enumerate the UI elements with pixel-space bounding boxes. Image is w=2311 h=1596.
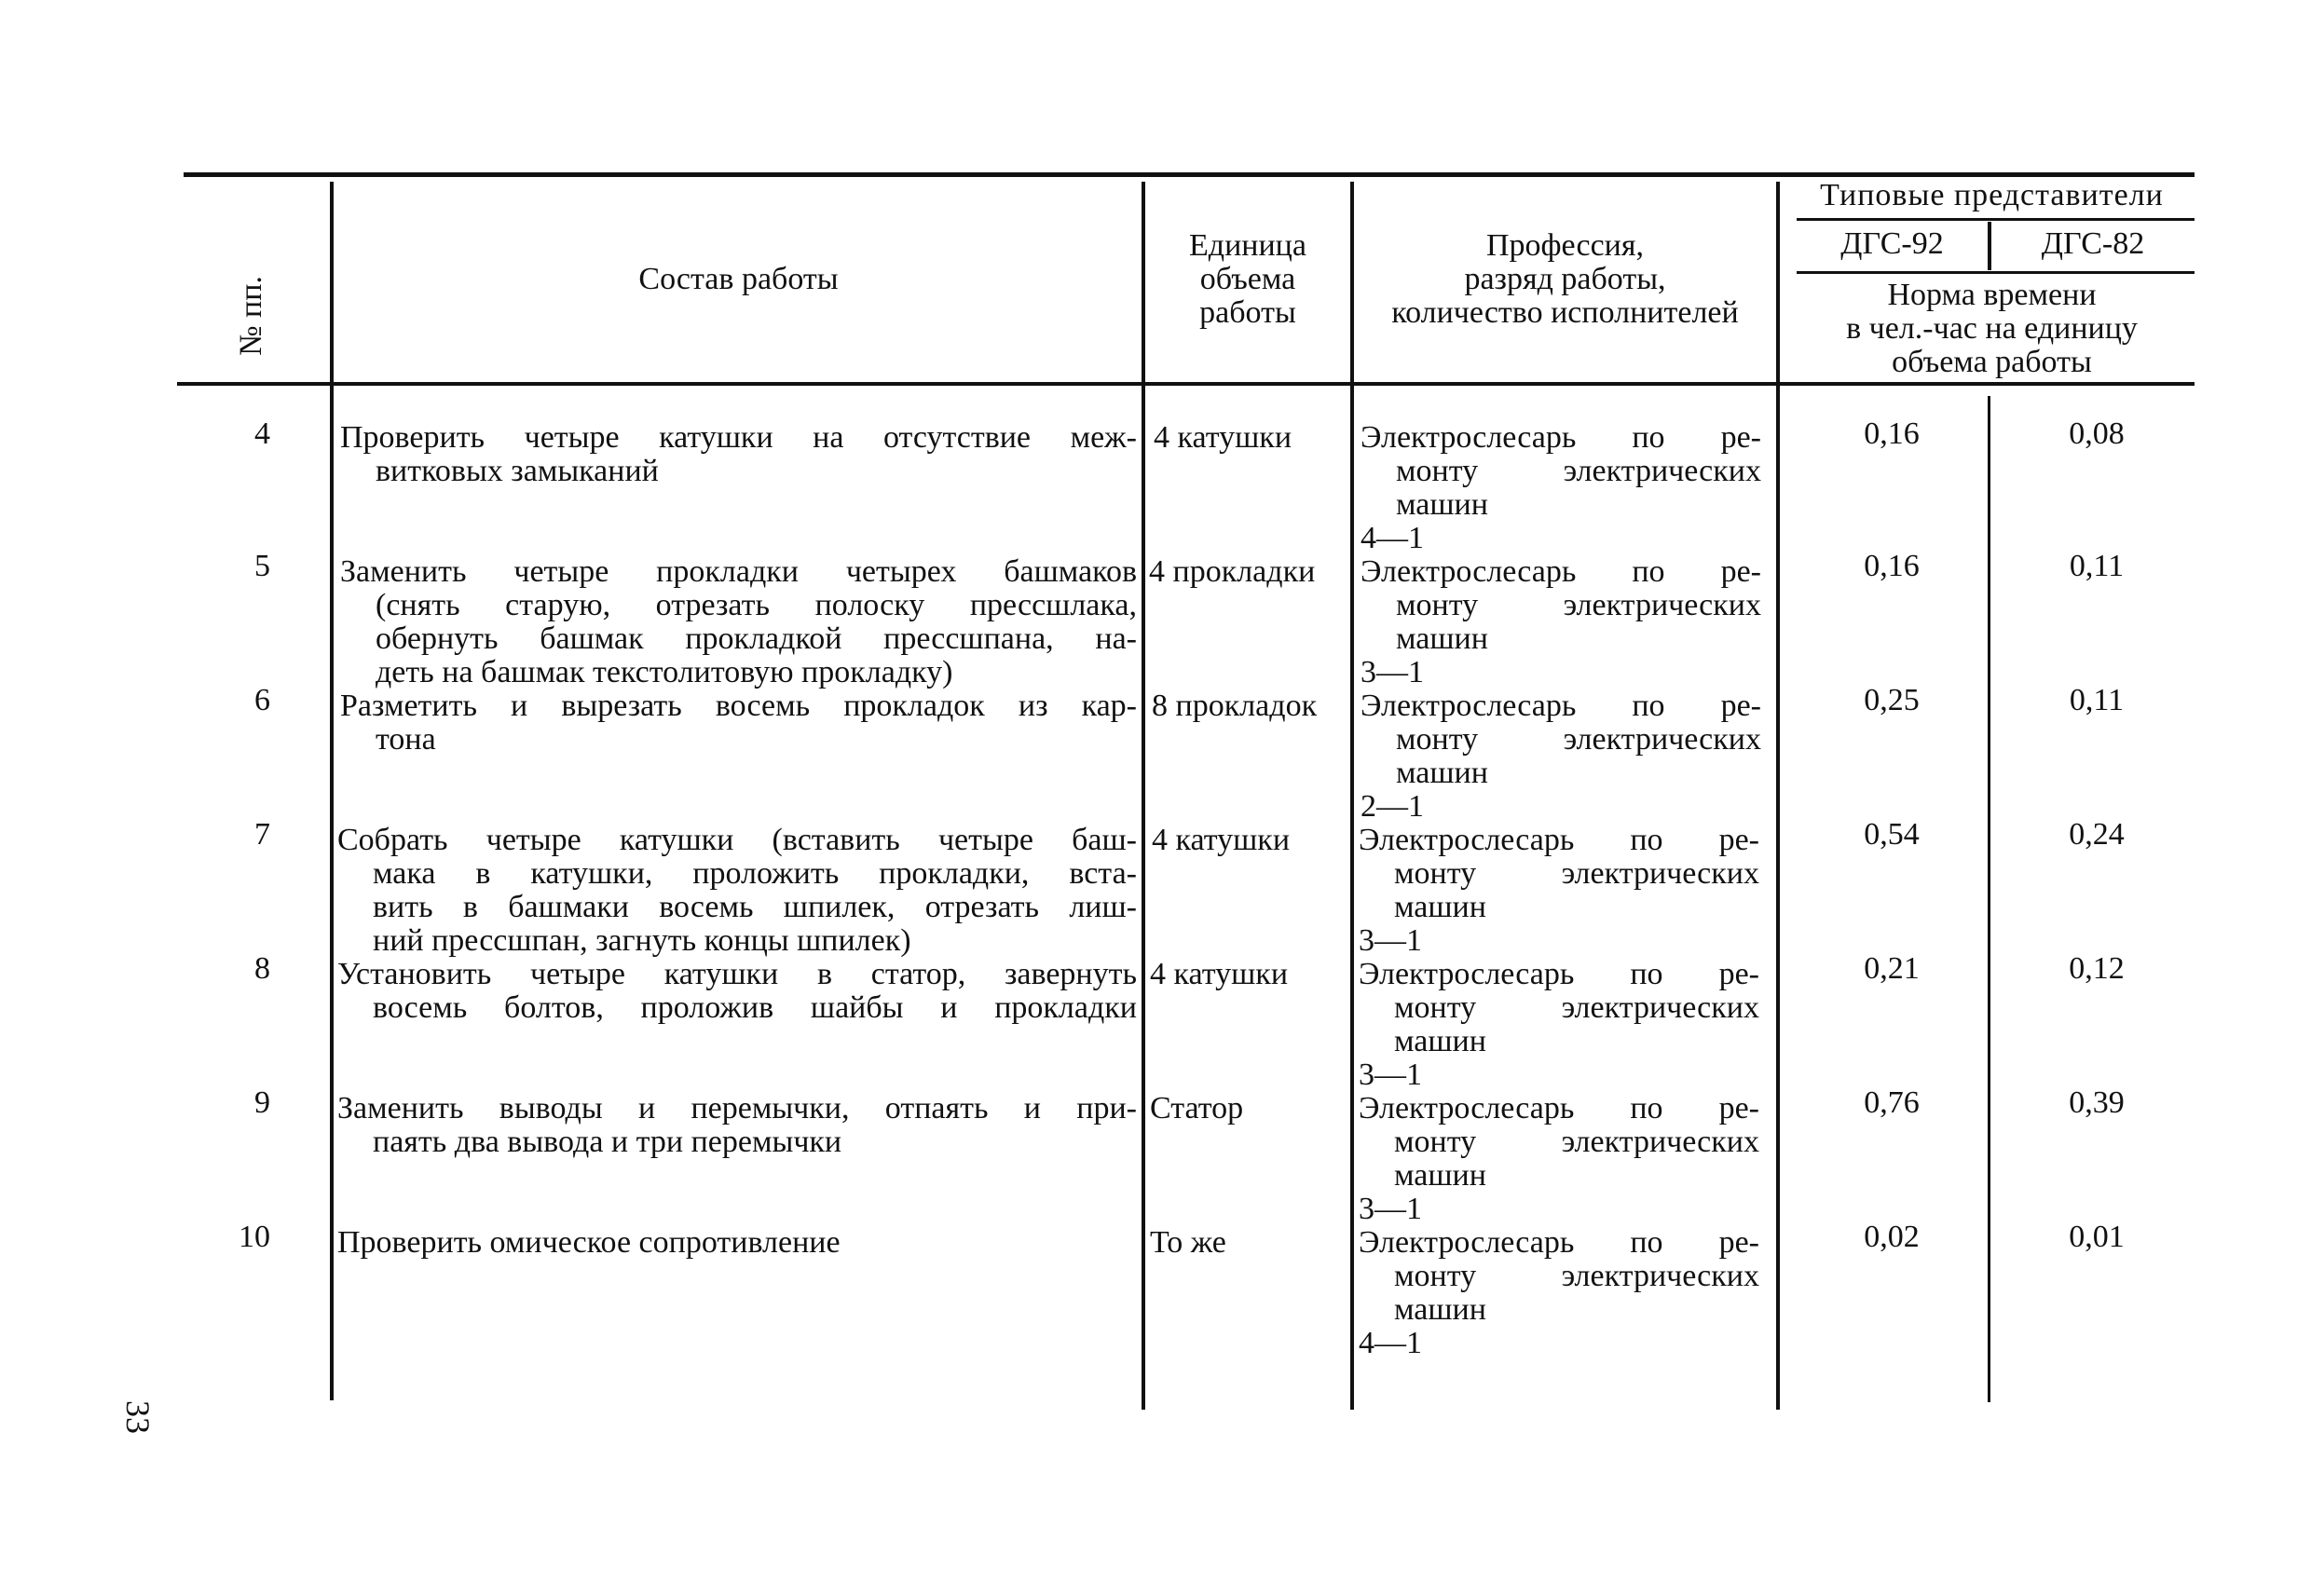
prof-line: монту электрических: [1396, 588, 1761, 622]
header-norm-line: объема работы: [1892, 345, 2092, 379]
work-line: Собрать четыре катушки (вставить четыре баш-: [337, 823, 1137, 857]
row-unit: 4 катушки: [1152, 823, 1291, 857]
work-line: Установить четыре катушки в статор, завернуть: [337, 957, 1137, 991]
prof-line: машин: [1394, 890, 1486, 924]
row-number: 8: [254, 951, 270, 986]
row-number: 5: [254, 549, 270, 583]
prof-line: монту электрических: [1394, 1125, 1759, 1159]
prof-line: монту электрических: [1396, 454, 1761, 488]
header-norm-line: Норма времени: [1887, 278, 2097, 312]
prof-grade: 3—1: [1359, 1192, 1422, 1226]
prof-grade: 3—1: [1359, 1057, 1422, 1092]
header-norm-line: в чел.-час на единицу: [1846, 311, 2138, 346]
header-unit-line: объема: [1199, 262, 1296, 296]
work-line: тона: [376, 722, 436, 757]
table-top-rule: [184, 172, 2195, 177]
header-prof-line: Профессия,: [1485, 228, 1645, 263]
work-line: витковых замыканий: [376, 454, 659, 488]
prof-grade: 3—1: [1361, 655, 1424, 689]
models-rule: [1797, 271, 2195, 274]
row-value-dgs82: 0,11: [2069, 549, 2125, 583]
row-value-dgs82: 0,24: [2069, 817, 2125, 852]
prof-line: монту электрических: [1394, 856, 1759, 891]
row-unit: 4 катушки: [1150, 957, 1289, 991]
prof-line: Электрослесарь по ре-: [1361, 554, 1761, 589]
work-line: паять два вывода и три перемычки: [373, 1125, 842, 1159]
row-profession: [1359, 824, 1759, 958]
row-value-dgs92: 0,54: [1864, 817, 1920, 852]
row-profession: [1359, 1092, 1759, 1226]
work-line: мака в катушки, проложить прокладки, вста-: [373, 856, 1137, 891]
header-norm: [1789, 279, 2195, 379]
row-value-dgs82: 0,01: [2069, 1220, 2125, 1254]
work-line: Проверить омическое сопротивление: [337, 1225, 841, 1260]
row-work: [337, 1226, 1137, 1260]
work-line: Заменить выводы и перемычки, отпаять и при-: [337, 1091, 1137, 1125]
work-line: Проверить четыре катушки на отсутствие меж-: [340, 420, 1137, 455]
prof-grade: 2—1: [1361, 789, 1424, 824]
prof-line: Электрослесарь по ре-: [1359, 1225, 1759, 1260]
row-value-dgs92: 0,25: [1864, 683, 1920, 717]
prof-line: Электрослесарь по ре-: [1359, 823, 1759, 857]
work-line: ний прессшпан, загнуть концы шпилек): [373, 923, 911, 958]
header-profession: [1354, 229, 1776, 330]
prof-line: Электрослесарь по ре-: [1361, 689, 1761, 723]
header-unit: [1145, 229, 1350, 330]
prof-line: монту электрических: [1394, 990, 1759, 1025]
row-number: 9: [254, 1085, 270, 1120]
prof-line: монту электрических: [1394, 1259, 1759, 1293]
row-number: 4: [254, 416, 270, 451]
row-work: [340, 689, 1137, 757]
row-unit: 8 прокладок: [1152, 689, 1318, 723]
row-value-dgs82: 0,39: [2069, 1085, 2125, 1120]
row-profession: [1361, 555, 1761, 689]
row-unit: Статор: [1150, 1091, 1244, 1125]
row-unit: То же: [1150, 1225, 1226, 1260]
header-model-1: ДГС-92: [1840, 226, 1944, 261]
prof-line: машин: [1394, 1158, 1486, 1193]
header-work: Состав работы: [638, 262, 839, 296]
work-line: обернуть башмак прокладкой прессшпана, на-: [376, 621, 1137, 656]
typical-rule: [1797, 218, 2195, 221]
col-rule-prof: [1776, 182, 1780, 1410]
row-profession: [1359, 958, 1759, 1092]
row-unit: 4 прокладки: [1149, 554, 1316, 589]
row-profession: [1361, 421, 1761, 555]
header-bottom-rule: [177, 382, 2195, 386]
prof-line: монту электрических: [1396, 722, 1761, 757]
work-line: деть на башмак текстолитовую прокладку): [376, 655, 953, 689]
col-rule-no: [330, 182, 334, 1400]
row-value-dgs92: 0,02: [1864, 1220, 1920, 1254]
row-profession: [1361, 689, 1761, 824]
row-work: [337, 958, 1137, 1025]
row-work: [337, 1092, 1137, 1159]
header-no: № пп.: [234, 276, 268, 356]
prof-grade: 3—1: [1359, 923, 1422, 958]
row-work: [340, 421, 1137, 488]
col-rule-unit: [1350, 182, 1354, 1410]
row-profession: [1359, 1226, 1759, 1360]
row-unit: 4 катушки: [1154, 420, 1292, 455]
prof-line: Электрослесарь по ре-: [1359, 957, 1759, 991]
work-line: (снять старую, отрезать полоску прессшлака,: [376, 588, 1137, 622]
work-line: Заменить четыре прокладки четырех башмаков: [340, 554, 1137, 589]
header-unit-line: Единица: [1189, 228, 1306, 263]
prof-grade: 4—1: [1359, 1326, 1422, 1360]
row-number: 7: [254, 817, 270, 852]
header-no-cell: [224, 261, 280, 373]
row-number: 6: [254, 683, 270, 717]
prof-line: Электрослесарь по ре-: [1359, 1091, 1759, 1125]
header-unit-line: работы: [1199, 295, 1296, 330]
work-line: восемь болтов, проложив шайбы и прокладки: [373, 990, 1137, 1025]
work-line: вить в башмаки восемь шпилек, отрезать лиш-: [373, 890, 1137, 924]
header-prof-line: количество исполнителей: [1391, 295, 1739, 330]
prof-line: Электрослесарь по ре-: [1361, 420, 1761, 455]
col-rule-values: [1988, 396, 1990, 1402]
row-work: [337, 824, 1137, 958]
row-value-dgs92: 0,16: [1864, 549, 1920, 583]
prof-line: машин: [1396, 487, 1488, 522]
row-value-dgs92: 0,16: [1864, 416, 1920, 451]
prof-grade: 4—1: [1361, 521, 1424, 555]
row-number: 10: [239, 1220, 270, 1254]
row-value-dgs92: 0,21: [1864, 951, 1920, 986]
header-prof-line: разряд работы,: [1464, 262, 1666, 296]
prof-line: машин: [1396, 756, 1488, 790]
row-value-dgs92: 0,76: [1864, 1085, 1920, 1120]
row-value-dgs82: 0,12: [2069, 951, 2125, 986]
prof-line: машин: [1394, 1292, 1486, 1327]
prof-line: машин: [1394, 1024, 1486, 1058]
header-model-2: ДГС-82: [2041, 226, 2145, 261]
row-value-dgs82: 0,08: [2069, 416, 2125, 451]
row-value-dgs82: 0,11: [2069, 683, 2125, 717]
page-number: 33: [119, 1400, 157, 1434]
header-typical: Типовые представители: [1820, 178, 2164, 212]
col-rule-work: [1142, 182, 1145, 1410]
work-line: Разметить и вырезать восемь прокладок из кар-: [340, 689, 1137, 723]
prof-line: машин: [1396, 621, 1488, 656]
row-work: [340, 555, 1137, 689]
